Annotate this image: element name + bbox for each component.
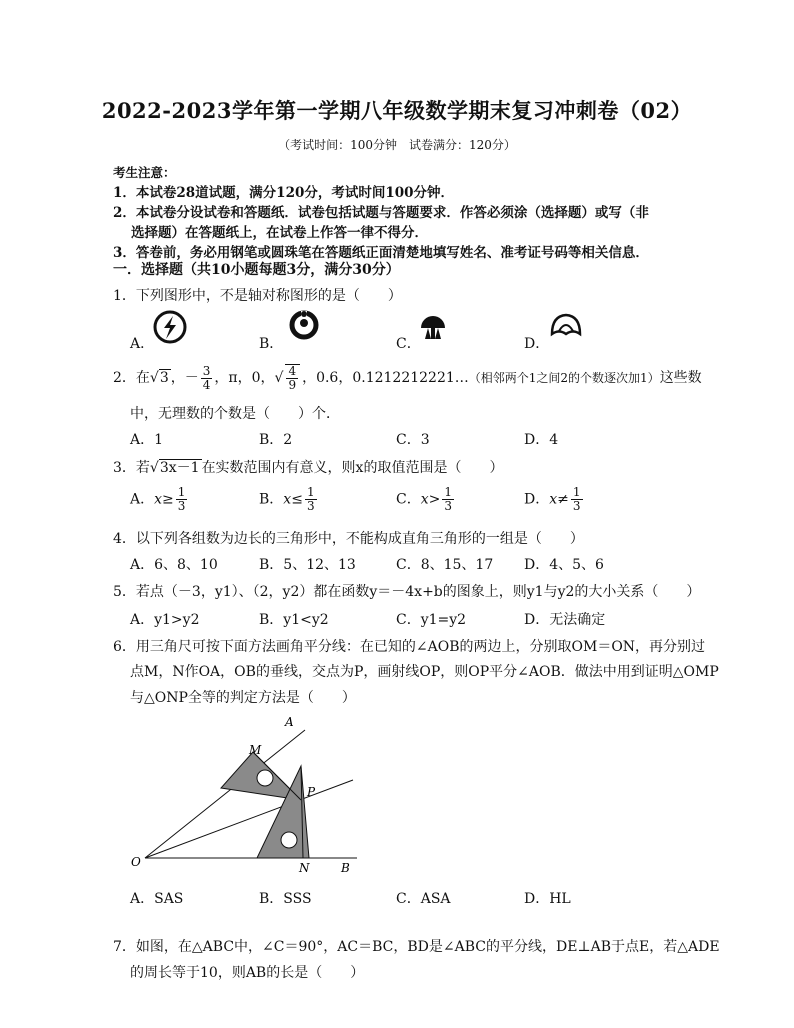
- q5-option-b: B．y1<y2: [259, 612, 329, 628]
- fig-label-a: A: [285, 715, 294, 729]
- section-heading: 一．选择题（共10小题每题3分，满分30分）: [113, 262, 400, 278]
- q6-option-a: A．SAS: [130, 891, 184, 907]
- q4-option-c: C．8、15、17: [396, 557, 494, 573]
- q1-option-b: B．: [259, 336, 284, 352]
- notice-item-3: 3．答卷前，务必用钢笔或圆珠笔在答题纸正面清楚地填写姓名、准考证号码等相关信息．: [113, 245, 649, 261]
- q6-stem-line2: 点M，N作OA，OB的垂线，交点为P，画射线OP，则OP平分∠AOB．做法中用到证明△OMP: [130, 664, 719, 680]
- fig-label-p: P: [307, 785, 316, 799]
- q6-option-c: C．ASA: [396, 891, 451, 907]
- q2-option-d: D．4: [524, 432, 559, 448]
- q3-option-b: B．x≤ $\frac{1}{3}$: [259, 485, 315, 513]
- q6-figure-angle-bisector: [125, 712, 375, 880]
- q3-option-c: C．x> $\frac{1}{3}$: [396, 485, 452, 513]
- q5-stem: 5．若点（－3，y1）、（2，y2）都在函数y＝－4x+b的图象上，则y1与y2的大小关系（ ）: [113, 584, 701, 600]
- fig-label-b: B: [341, 861, 350, 875]
- q4-option-a: A．6、8、10: [130, 557, 218, 573]
- ring-emblem-icon: [286, 309, 322, 341]
- q1-stem: 1．下列图形中，不是轴对称图形的是（ ）: [113, 288, 402, 304]
- q1-option-d: D．: [524, 336, 550, 352]
- q5-option-c: C．y1=y2: [396, 612, 467, 628]
- notice-item-2: 2．本试卷分设试卷和答题纸．试卷包括试题与答题要求．作答必须涂（选择题）或写（非: [113, 205, 649, 221]
- fig-label-n: N: [299, 861, 310, 875]
- q2-fraction-3-4: $\frac{3}{4}$: [202, 363, 211, 392]
- fan-emblem-icon: [419, 314, 447, 342]
- q2-sqrt-4-9: $\frac{4}{9}$: [285, 364, 300, 392]
- q4-option-d: D．4、5、6: [524, 557, 604, 573]
- q6-stem-line3: 与△ONP全等的判定方法是（ ）: [130, 690, 356, 706]
- fig-label-m: M: [249, 743, 262, 757]
- exam-info: （考试时间：100分钟 试卷满分：120分）: [278, 138, 516, 152]
- q7-stem-line2: 的周长等于10，则AB的长是（ ）: [130, 965, 365, 981]
- q7-stem-line1: 7．如图，在△ABC中，∠C＝90°，AC＝BC，BD是∠ABC的平分线，DE⊥AB于点E，若△ADE: [113, 939, 720, 955]
- q1-option-a: A．: [130, 336, 155, 352]
- q6-option-b: B．SSS: [259, 891, 312, 907]
- q5-option-d: D．无法确定: [524, 612, 606, 628]
- lightning-logo-icon: [152, 309, 188, 345]
- q2-option-a: A．1: [130, 432, 164, 448]
- q4-stem: 4．以下列各组数为边长的三角形中，不能构成直角三角形的一组是（ ）: [113, 531, 584, 547]
- q1-option-c: C．: [396, 336, 421, 352]
- q3-stem: 3．若√3x－1 在实数范围内有意义，则x的取值范围是（ ）: [113, 460, 504, 476]
- fig-label-o: O: [131, 855, 141, 869]
- wing-emblem-icon: [549, 312, 583, 342]
- q6-stem-line1: 6．用三角尺可按下面方法画角平分线：在已知的∠AOB的两边上，分别取OM＝ON，再分别过: [113, 639, 706, 655]
- q3-option-d: D．x≠ $\frac{1}{3}$: [524, 485, 581, 513]
- notice-item-1: 1．本试卷28道试题，满分120分，考试时间100分钟．: [113, 185, 455, 201]
- q2-stem-line2: 中，无理数的个数是（ ）个．: [130, 406, 340, 422]
- q3-option-a: A．x≥ $\frac{1}{3}$: [130, 485, 186, 513]
- q2-option-b: B．2: [259, 432, 293, 448]
- q2-note: （相邻两个1之间2的个数逐次加1）: [468, 371, 660, 385]
- q2-option-c: C．3: [396, 432, 430, 448]
- q4-option-b: B．5、12、13: [259, 557, 356, 573]
- notice-item-2-cont: 选择题）在答题纸上，在试卷上作答一律不得分．: [131, 225, 428, 241]
- q2-stem-line1: 2．在√3 ，－ $\frac{3}{4}$ ，π，0，√ $\frac{4}{9}$ ，0.6，0.1212212221…（相邻两个1之间2的个数逐次加1）这些数: [113, 363, 702, 392]
- notice-heading: 考生注意：: [113, 165, 176, 180]
- q5-option-a: A．y1>y2: [130, 612, 200, 628]
- q6-option-d: D．HL: [524, 891, 571, 907]
- page-title: 2022-2023学年第一学期八年级数学期末复习冲刺卷（02）: [101, 98, 693, 123]
- q3-radicand: 3x－1: [159, 460, 200, 476]
- q2-sqrt3: 3: [159, 370, 169, 386]
